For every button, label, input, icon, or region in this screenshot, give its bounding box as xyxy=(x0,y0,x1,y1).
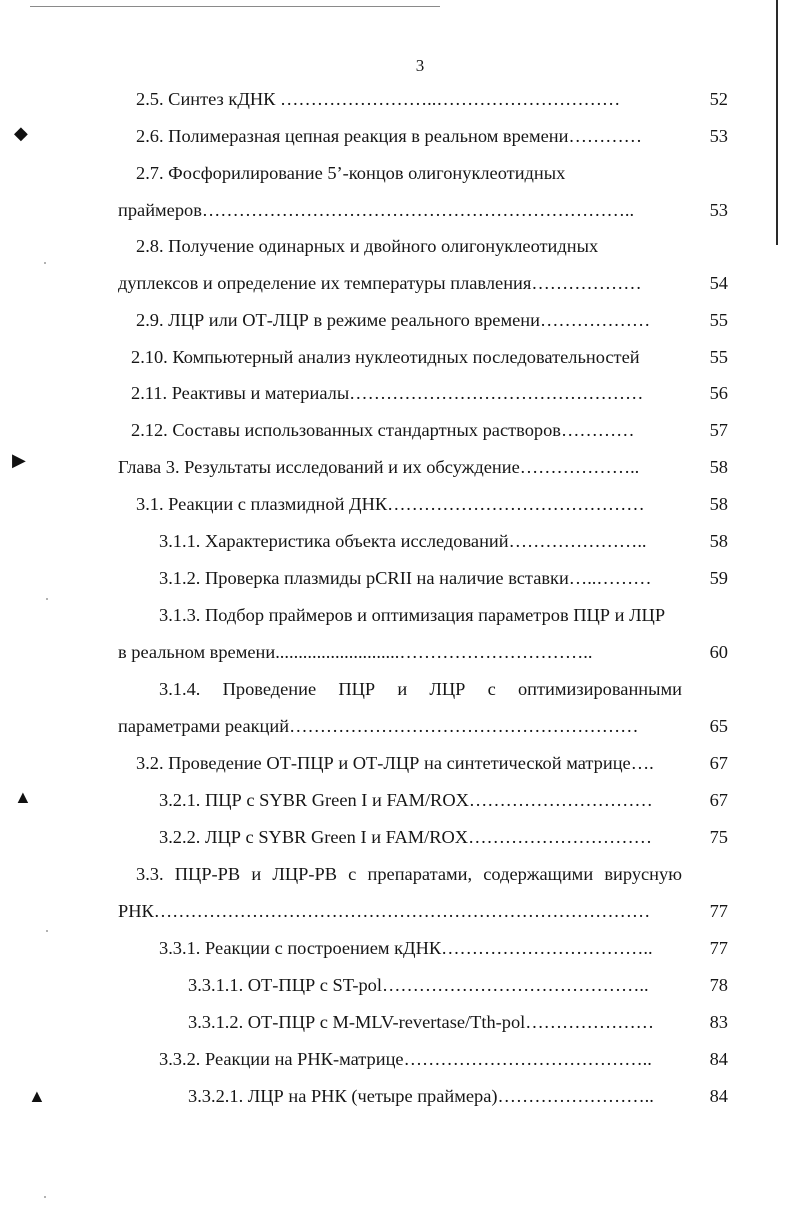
toc-entry-text: 2.10. Компьютерный анализ нуклеотидных последовательностей xyxy=(131,347,640,367)
scan-mark-icon: ▲ xyxy=(14,787,32,807)
toc-page-3-2-1: 67 xyxy=(709,790,728,810)
toc-page-3-3-2-1: 84 xyxy=(709,1086,728,1106)
toc-entry-text: 3.2. Проведение ОТ-ПЦР и ОТ-ЛЦР на синтетической матрице…. xyxy=(136,753,654,773)
toc-page-3-3-1-2: 83 xyxy=(709,1012,728,1032)
toc-entry-3-3-1-1 xyxy=(188,973,649,997)
toc-entry-text: 2.7. Фосфорилирование 5’-концов олигонуклеотидных xyxy=(136,163,566,183)
toc-page-3-1-2: 59 xyxy=(709,568,728,588)
toc-page-3-1: 58 xyxy=(709,494,728,514)
toc-word: ПЦР-РВ xyxy=(174,864,241,884)
toc-page-3-3-1: 77 xyxy=(709,938,728,958)
scan-speck xyxy=(46,598,48,600)
toc-word: и xyxy=(397,679,408,699)
toc-entry-text: 3.3.2. Реакции на РНК-матрице………………………………….. xyxy=(159,1049,652,1069)
toc-entry-text: 2.6. Полимеразная цепная реакция в реальном времени………… xyxy=(136,126,643,146)
toc-entry-3-3-cont xyxy=(118,899,650,923)
scan-mark-icon: ▶ xyxy=(12,450,26,470)
toc-entry-3-2 xyxy=(136,751,654,775)
toc-word: ЛЦР-РВ xyxy=(272,864,337,884)
toc-word: вирусную xyxy=(604,864,682,884)
toc-entry-text: 2.12. Составы использованных стандартных растворов………… xyxy=(131,420,635,440)
toc-entry-3-1-1 xyxy=(159,529,647,553)
toc-page-3-1-1: 58 xyxy=(709,531,728,551)
toc-entry-2-12 xyxy=(131,418,635,442)
toc-word: Проведение xyxy=(222,679,317,699)
toc-page-2-8: 54 xyxy=(709,273,728,293)
toc-entry-text: РНК……………………………………………………………………… xyxy=(118,901,651,921)
toc-entry-2-8 xyxy=(136,234,598,258)
toc-entry-3-1-4-cont xyxy=(118,714,639,738)
toc-entry-3-2-2 xyxy=(159,825,652,849)
toc-word: препаратами, xyxy=(367,864,473,884)
toc-entry-text: 2.5. Синтез кДНК ……………………..………………………… xyxy=(136,89,621,109)
toc-entry-text: 3.2.1. ПЦР с SYBR Green I и FAM/ROX………………………… xyxy=(159,790,653,810)
toc-entry-text: 3.1.3. Подбор праймеров и оптимизация параметров ПЦР и ЛЦР xyxy=(159,605,666,625)
scan-speck xyxy=(44,262,46,264)
toc-entry-text: 3.1.2. Проверка плазмиды pCRII на наличие вставки…..……… xyxy=(159,568,652,588)
toc-entry-text: 3.2.2. ЛЦР с SYBR Green I и FAM/ROX………………………… xyxy=(159,827,652,847)
toc-page-2-6: 53 xyxy=(709,126,728,146)
scan-mark-icon: ▲ xyxy=(28,1086,46,1106)
toc-page-2-10: 55 xyxy=(709,347,728,367)
toc-entry-text: 2.11. Реактивы и материалы………………………………………… xyxy=(131,383,644,403)
toc-word: 3.1.4. xyxy=(159,679,201,699)
toc-entry-3-3-2-1 xyxy=(188,1084,654,1108)
toc-entry-text: в реальном времени...........................………………………….. xyxy=(118,642,593,662)
toc-entry-2-11 xyxy=(131,381,643,405)
toc-entry-text: дуплексов и определение их температуры плавления……………… xyxy=(118,273,642,293)
toc-entry-3-3-1-2 xyxy=(188,1010,654,1034)
toc-entry-3-3-2 xyxy=(159,1047,652,1071)
toc-page-chapter-3: 58 xyxy=(709,457,728,477)
toc-page-3-3: 77 xyxy=(709,901,728,921)
toc-page-3-3-2: 84 xyxy=(709,1049,728,1069)
toc-page-3-1-4: 65 xyxy=(709,716,728,736)
toc-word: ПЦР xyxy=(338,679,376,699)
toc-entry-3-1-4 xyxy=(159,677,682,701)
toc-entry-2-5 xyxy=(136,87,620,111)
toc-entry-2-7-cont xyxy=(118,198,634,222)
toc-word: и xyxy=(251,864,262,884)
toc-word: с xyxy=(487,679,496,699)
scan-speck xyxy=(46,930,48,932)
toc-entry-text: 2.9. ЛЦР или ОТ-ЛЦР в режиме реального времени……………… xyxy=(136,310,651,330)
toc-word: содержащими xyxy=(483,864,594,884)
toc-entry-2-10 xyxy=(131,345,640,369)
toc-entry-2-7 xyxy=(136,161,565,185)
toc-entry-text: 2.8. Получение одинарных и двойного олигонуклеотидных xyxy=(136,236,599,256)
toc-page-2-9: 55 xyxy=(709,310,728,330)
toc-entry-3-1-3 xyxy=(159,603,665,627)
toc-page-2-7: 53 xyxy=(709,200,728,220)
toc-page-3-3-1-1: 78 xyxy=(709,975,728,995)
toc-entry-text: 3.3.1.2. ОТ-ПЦР с M-MLV-revertase/Tth-pol………………… xyxy=(188,1012,655,1032)
toc-entry-3-1-2 xyxy=(159,566,652,590)
toc-page-3-2: 67 xyxy=(709,753,728,773)
toc-word: 3.3. xyxy=(136,864,164,884)
scan-mark-icon: ◆ xyxy=(14,123,28,143)
toc-entry-2-9 xyxy=(136,308,650,332)
toc-entry-chapter-3 xyxy=(118,455,639,479)
toc-entry-3-3-1 xyxy=(159,936,653,960)
toc-page-3-2-2: 75 xyxy=(709,827,728,847)
scan-speck xyxy=(44,1196,46,1198)
toc-entry-text: параметрами реакций………………………………………………… xyxy=(118,716,639,736)
toc-page-2-12: 57 xyxy=(709,420,728,440)
toc-page-2-5: 52 xyxy=(709,89,728,109)
toc-entry-2-8-cont xyxy=(118,271,642,295)
toc-entry-text: праймеров…………………………………………………………….. xyxy=(118,200,635,220)
toc-word: с xyxy=(348,864,357,884)
toc-entry-text: Глава 3. Результаты исследований и их обсуждение……………….. xyxy=(118,457,640,477)
toc-word: оптимизированными xyxy=(517,679,682,699)
toc-word: ЛЦР xyxy=(429,679,466,699)
toc-entry-text: 3.3.2.1. ЛЦР на РНК (четыре праймера)…………………….. xyxy=(188,1086,654,1106)
toc-entry-2-6 xyxy=(136,124,642,148)
toc-entry-3-1 xyxy=(136,492,645,516)
toc-entry-3-3 xyxy=(136,862,682,886)
toc-entry-3-2-1 xyxy=(159,788,653,812)
toc-page-3-1-3: 60 xyxy=(709,642,728,662)
page-number: 3 xyxy=(415,56,425,75)
toc-page-2-11: 56 xyxy=(709,383,728,403)
toc-entry-3-1-3-cont xyxy=(118,640,592,664)
toc-entry-text: 3.3.1. Реакции с построением кДНК…………………………….. xyxy=(159,938,653,958)
toc-entry-text: 3.3.1.1. ОТ-ПЦР с ST-pol…………………………………….. xyxy=(188,975,649,995)
toc-entry-text: 3.1. Реакции с плазмидной ДНК…………………………………… xyxy=(136,494,645,514)
toc-entry-text: 3.1.1. Характеристика объекта исследований………………….. xyxy=(159,531,647,551)
